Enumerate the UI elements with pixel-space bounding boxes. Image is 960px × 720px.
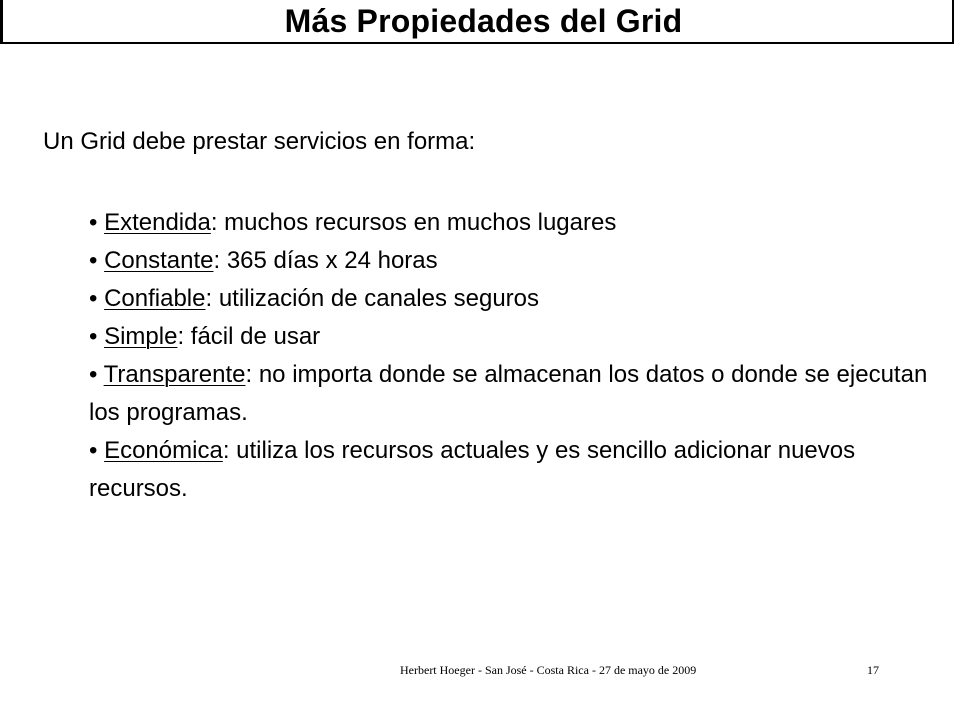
bullet-text: : muchos recursos en muchos lugares (210, 209, 617, 236)
bullet-term: Transparente (103, 361, 246, 388)
bullet-term: Confiable (104, 285, 206, 312)
bullet-text: : 365 días x 24 horas (213, 247, 438, 274)
title-bar (0, 0, 954, 44)
bullet-marker: • (89, 361, 98, 388)
bullet-text: : utilización de canales seguros (205, 285, 540, 312)
slide-title: Más Propiedades del Grid (284, 3, 683, 39)
footer-credit: Herbert Hoeger - San José - Costa Rica - 27 de mayo de 2009 (400, 663, 697, 677)
bullet-marker: • (89, 247, 98, 274)
intro-text: Un Grid debe prestar servicios en forma: (43, 128, 476, 155)
bullet-term: Económica (104, 437, 223, 464)
bullet-marker: • (89, 209, 98, 236)
bullet-item (89, 318, 929, 356)
bullet-item (89, 280, 929, 318)
bullet-marker: • (89, 285, 98, 312)
bullet-text: : no importa donde se almacenan los datos o donde se ejecutan los programas. (89, 361, 928, 426)
bullet-term: Constante (104, 247, 214, 274)
bullet-list (89, 204, 929, 508)
bullet-term: Simple (104, 323, 178, 350)
bullet-item (89, 356, 929, 432)
page-number: 17 (867, 663, 879, 677)
bullet-marker: • (89, 437, 98, 464)
bullet-text: : fácil de usar (177, 323, 321, 350)
bullet-text: : utiliza los recursos actuales y es sencillo adicionar nuevos recursos. (89, 437, 856, 502)
bullet-item (89, 242, 929, 280)
bullet-item (89, 432, 929, 508)
bullet-term: Extendida (104, 209, 211, 236)
bullet-item (89, 204, 929, 242)
bullet-marker: • (89, 323, 98, 350)
